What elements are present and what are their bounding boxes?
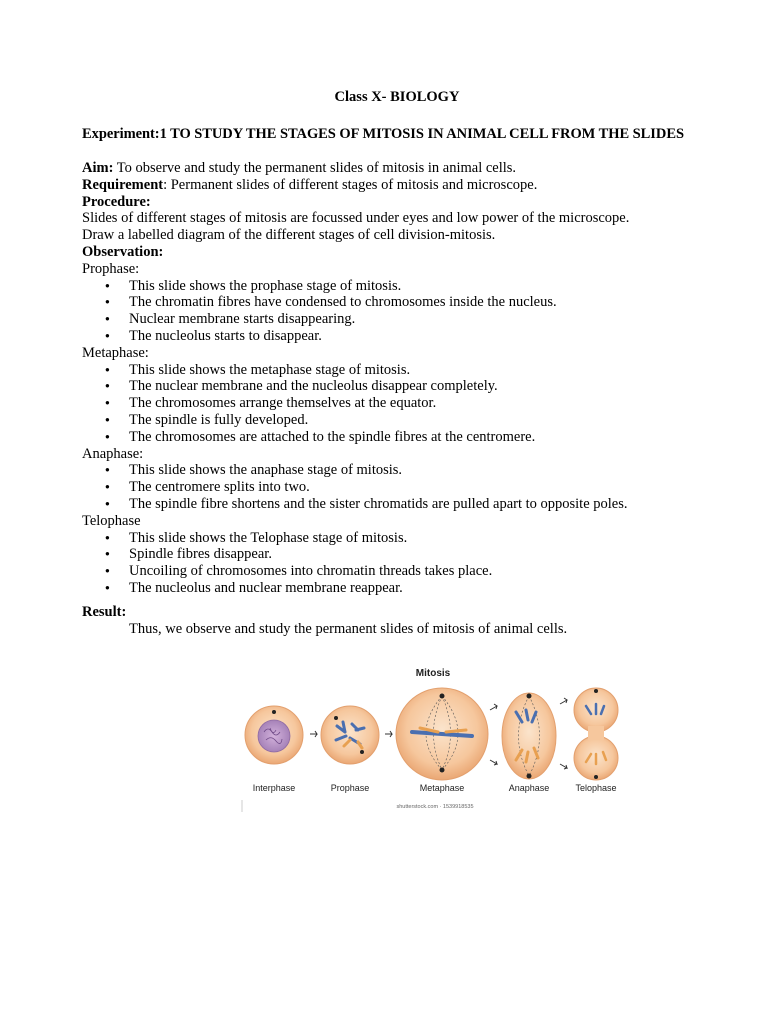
label-anaphase: Anaphase (508, 783, 550, 793)
list-item: ● Nuclear membrane starts disappearing. (82, 311, 742, 328)
list-item: ● The chromosomes arrange themselves at the equator. (82, 395, 742, 412)
list-item: ● This slide shows the prophase stage of mitosis. (82, 278, 742, 295)
arrow-icon (385, 731, 392, 737)
arrow-icon (490, 760, 497, 765)
prophase-cell (321, 706, 379, 764)
list-item: ● Uncoiling of chromosomes into chromatin threads takes place. (82, 563, 742, 580)
procedure-line: Slides of different stages of mitosis are focussed under eyes and low power of the microscope. (82, 210, 630, 227)
list-item: ● The centromere splits into two. (82, 479, 742, 496)
list-item: ● Spindle fibres disappear. (82, 546, 742, 563)
aim-text: To observe and study the permanent slides of mitosis in animal cells. (113, 160, 517, 176)
anaphase-list (82, 462, 742, 512)
list-item: ● The spindle is fully developed. (82, 412, 742, 429)
figure-credit: shutterstock.com · 1539918535 (396, 804, 474, 810)
procedure-line: Draw a labelled diagram of the different stages of cell division-mitosis. (82, 227, 496, 244)
phase-heading-prophase: Prophase: (82, 260, 140, 277)
list-item: ● The nucleolus starts to disappear. (82, 328, 742, 345)
page-title: Class X- BIOLOGY (334, 89, 460, 105)
result-text: Thus, we observe and study the permanent slides of mitosis of animal cells. (129, 620, 568, 637)
arrow-icon (560, 764, 567, 769)
list-item: ● The nuclear membrane and the nucleolus disappear completely. (82, 378, 742, 395)
requirement-text: : Permanent slides of different stages of mitosis and microscope. (163, 176, 538, 193)
label-metaphase: Metaphase (419, 783, 465, 793)
aim-label: Aim: (82, 160, 114, 176)
document-body (82, 160, 742, 637)
procedure-label: Procedure: (82, 193, 151, 210)
experiment-heading: Experiment:1 TO STUDY THE STAGES OF MITOSIS IN ANIMAL CELL FROM THE SLIDES (82, 126, 684, 142)
metaphase-list (82, 362, 742, 446)
mitosis-diagram (240, 660, 630, 820)
figure-title: Mitosis (415, 668, 451, 679)
list-item: ● The nucleolus and nuclear membrane reappear. (82, 580, 742, 597)
telophase-cell (574, 688, 618, 780)
label-telophase: Telophase (575, 783, 617, 793)
anaphase-cell (502, 693, 556, 779)
requirement-label: Requirement (82, 176, 164, 193)
list-item: ● This slide shows the metaphase stage of mitosis. (82, 362, 742, 379)
phase-heading-telophase: Telophase (82, 512, 141, 529)
prophase-list (82, 278, 742, 345)
telophase-list (82, 530, 742, 597)
list-item: ● The chromosomes are attached to the spindle fibres at the centromere. (82, 429, 742, 446)
list-item: ● This slide shows the Telophase stage of mitosis. (82, 530, 742, 547)
aim-line (82, 160, 742, 177)
requirement-line (82, 177, 742, 194)
list-item: ● This slide shows the anaphase stage of mitosis. (82, 462, 742, 479)
arrow-icon (560, 698, 567, 704)
observation-label: Observation: (82, 243, 164, 260)
result-label: Result: (82, 603, 127, 620)
metaphase-cell (396, 688, 488, 780)
arrow-icon (490, 704, 497, 710)
label-interphase: Interphase (252, 783, 296, 793)
phase-heading-metaphase: Metaphase: (82, 344, 149, 361)
label-prophase: Prophase (330, 783, 370, 793)
interphase-cell (245, 706, 303, 764)
arrow-icon (310, 731, 317, 737)
phase-heading-anaphase: Anaphase: (82, 445, 144, 462)
list-item: ● The spindle fibre shortens and the sister chromatids are pulled apart to opposite poles. (82, 496, 742, 513)
list-item: ● The chromatin fibres have condensed to chromosomes inside the nucleus. (82, 294, 742, 311)
